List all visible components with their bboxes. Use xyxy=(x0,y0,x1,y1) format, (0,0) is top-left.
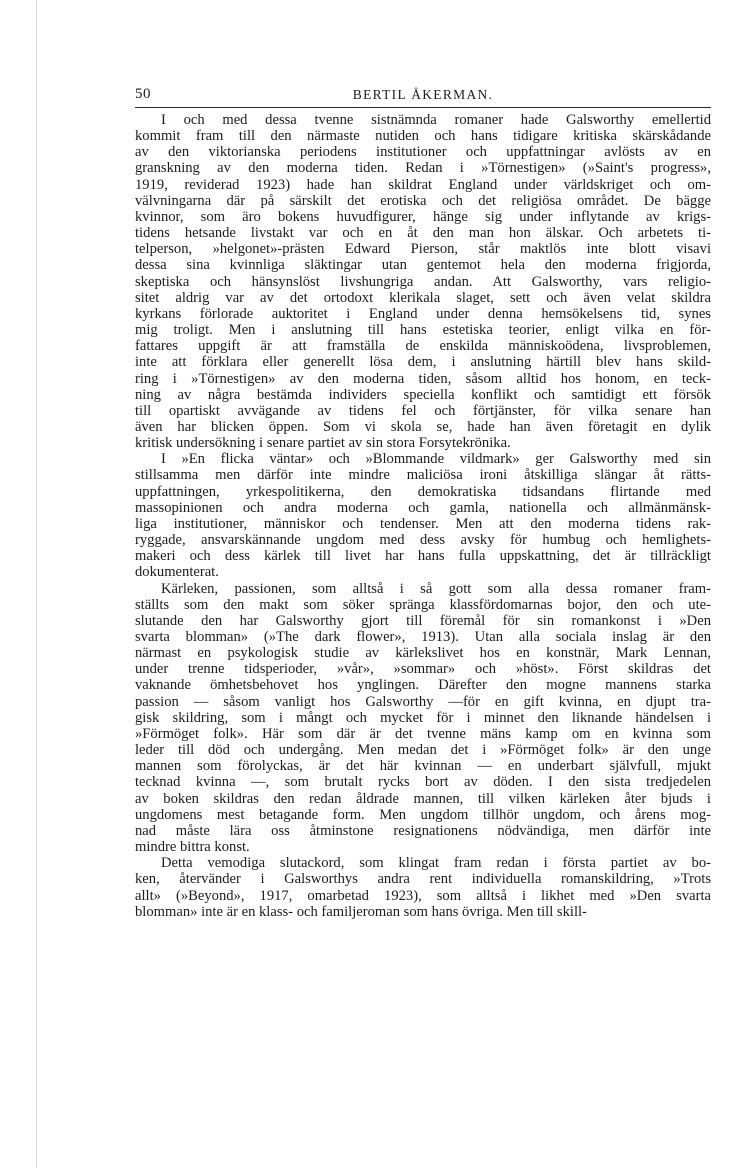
text-line: telperson, »helgonet»-prästen Edward Pierson, står maktlös inte blott visavi xyxy=(135,241,711,258)
text-line: ken, återvänder i Galsworthys andra rent individuella romanskildring, »Trots xyxy=(135,871,711,888)
text-line: vaknande ömhetsbehovet hos ynglingen. Därefter den mogne mannens starka xyxy=(135,677,711,694)
text-line: ungdomens mest betagande form. Men ungdom tillhör ungdom, och årens mog- xyxy=(135,806,711,823)
text-line: ställts som den makt som söker spränga klassfördomarnas bojor, den och ute- xyxy=(135,596,711,613)
text-line: I och med dessa tvenne sistnämnda romaner hade Galsworthy emellertid xyxy=(161,112,711,128)
text-line: mannen som förolyckas, är det här kvinnan — en underbart självfull, mjukt xyxy=(135,758,711,775)
text-line: välvningarna där på särskilt det erotiska och det religiösa området. De bägge xyxy=(135,192,711,209)
text-line: ryggade, ansvarskännande ungdom med dess avsky för humbug och hemlighets- xyxy=(135,532,711,549)
running-title: BERTIL ÅKERMAN. xyxy=(352,87,494,102)
text-line: nad måste lära oss åtminstone resignationens nödvändiga, men därför inte xyxy=(135,822,711,839)
text-line: tecknad kvinna —, som brutalt rycks bort av döden. I den sista tredjedelen xyxy=(135,774,711,791)
text-line: massopinionen och andra moderna och gamla, nationella och allmänmänsk- xyxy=(135,499,711,516)
text-line: stillsamma men därför inte mindre maliciösa ironi åtskilliga slängar åt rätts- xyxy=(135,467,711,484)
text-line: slutande den har Galsworthy gjort till föremål för sin romankonst i »Den xyxy=(135,612,711,629)
text-line: av den viktorianska periodens institutioner och uppfattningar avlösts av en xyxy=(135,144,711,161)
text-line: leder till död och undergång. Men medan det i »Förmöget folk» är den unge xyxy=(135,742,711,759)
text-line: mindre bittra konst. xyxy=(135,839,250,856)
text-line: Detta vemodiga slutackord, som klingat fram redan i första partiet av bo- xyxy=(161,855,711,872)
header-rule xyxy=(135,107,711,108)
text-line: fattares uppgift är att framställa de enskilda människoödena, livsproblemen, xyxy=(135,338,711,355)
text-line: ning av några bestämda individers speciella konflikt och samtidigt ett försök xyxy=(135,386,711,403)
text-line: dokumenterat. xyxy=(135,564,219,581)
text-line: gisk skildring, som i mångt och mycket för i minnet den liknande händelsen i xyxy=(135,709,711,726)
running-head xyxy=(135,86,711,108)
paragraph xyxy=(135,855,711,920)
paragraph xyxy=(135,112,711,451)
text-line: makeri och dess kärlek till livet har hans fulla uppskattning, det är tillräckligt xyxy=(135,548,711,565)
text-line: kritisk undersökning i senare partiet av sin stora Forsytekrönika. xyxy=(135,435,511,452)
paragraph xyxy=(135,451,711,580)
text-line: uppfattningen, yrkespolitikerna, den demokratiska tidsandans flirtande med xyxy=(135,483,711,500)
text-line: I »En flicka väntar» och »Blommande vildmark» ger Galsworthy med sin xyxy=(161,451,711,468)
text-line: kyrkans förlorade auktoritet i England under denna hemsökelsens tid, synes xyxy=(135,305,711,322)
text-line: närmast en psykologisk studie av kärlekslivet hos en konstnär, Mark Lennan, xyxy=(135,645,711,662)
text-line: inte att förklara eller generellt lösa dem, i anslutning härtill blev hans skild- xyxy=(135,354,711,371)
text-line: kvinnor, som äro bokens huvudfigurer, hänge sig under inflytande av krigs- xyxy=(135,208,711,225)
text-line: blomman» inte är en klass- och familjeroman som hans övriga. Men till skill- xyxy=(135,903,587,920)
text-line: under trenne tidsperioder, »vår», »sommar» och »höst». Först skildras det xyxy=(135,661,711,678)
text-line: tidens hetsande livstakt var och en åt den man hon älskar. Och arbetets ti- xyxy=(135,225,711,242)
text-line: även har blicken öppen. Som vi skola se, hade han även företagit en dylik xyxy=(135,418,711,435)
text-line: allt» (»Beyond», 1917, omarbetad 1923), som alltså i likhet med »Den svarta xyxy=(135,887,711,904)
text-line: sitet aldrig var av det ortodoxt klerikala slaget, sett och även velat skildra xyxy=(135,289,711,306)
paragraph xyxy=(135,581,711,856)
page-number: 50 xyxy=(135,86,151,102)
text-line: Kärleken, passionen, som alltså i så gott som alla dessa romaner fram- xyxy=(161,580,711,597)
text-line: passion — såsom vanligt hos Galsworthy —för en gift kvinna, en djupt tra- xyxy=(135,693,711,710)
text-line: »Förmöget folk». Här som där är det tvenne mäns kamp om en kvinna som xyxy=(135,725,711,742)
text-line: svarta blomman» (»The dark flower», 1913). Utan alla sociala inslag är den xyxy=(135,629,711,645)
text-line: till opartiskt avvägande av tidens fel och förtjänster, för vilka senare han xyxy=(135,402,711,419)
text-line: skeptiska och hänsynslöst livshungriga andan. Att Galsworthy, vars religio- xyxy=(135,273,711,290)
text-line: dessa sina kvinnliga släktingar utan gentemot hela den moderna frigjorda, xyxy=(135,257,711,274)
text-line: liga institutioner, människor och tendenser. Men att den moderna tidens rak- xyxy=(135,515,711,532)
text-line: mig troligt. Men i anslutning till hans estetiska teorier, enligt vilka en för- xyxy=(135,322,711,339)
text-line: granskning av den moderna tiden. Redan i »Törnestigen» (»Saint's progress», xyxy=(135,160,711,177)
scan-edge-line xyxy=(36,0,37,1168)
body-text xyxy=(135,112,711,920)
text-line: 1919, reviderad 1923) hade han skildrat England under världskriget och om- xyxy=(135,176,711,193)
text-line: kommit fram till den närmaste nutiden och hans tidigare kritiska skärskådande xyxy=(135,128,711,145)
text-line: av boken skildras den redan åldrade mannen, till vilken kärleken åter bjuds i xyxy=(135,790,711,807)
text-line: ring i »Törnestigen» av den moderna tiden, såsom alltid hos honom, en teck- xyxy=(135,370,711,387)
